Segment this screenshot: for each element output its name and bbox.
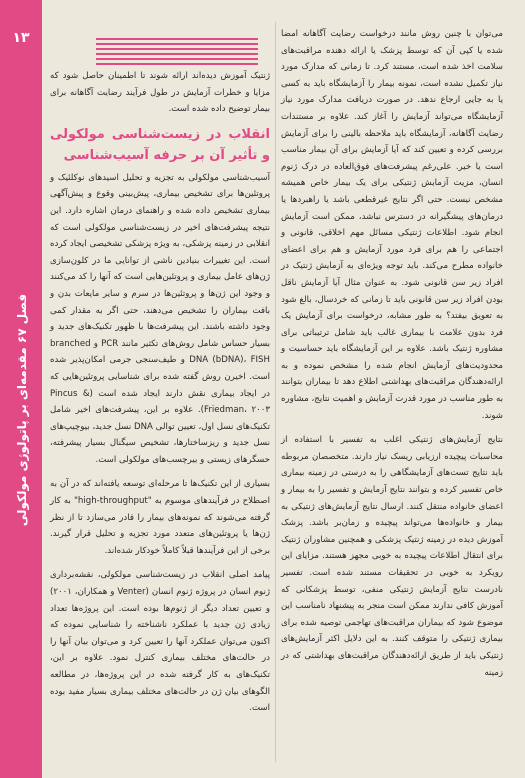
column-divider (275, 22, 276, 762)
intro-paragraph: ژنتیک آموزش دیده‌اند ارائه شوند تا اطمینان حاصل شود که مزایا و خطرات آزمایش در طول فرآیند رضایت آگاهانه برای بیمار توضیح داده شده است. (50, 71, 270, 115)
header-stripes (96, 38, 258, 68)
paragraph: آسیب‌شناسی مولکولی به تجزیه و تحلیل اسیدهای نوکلئیک و پروتئین‌ها برای تشخیص بیماری، پیش‌بینی وقوع و پیش‌آگهی بیماری تشخیص داده شده و راهنمای درمان اشاره دارد. این نتیجه پیشرفت‌های اخیر در زیست‌شناسی مولکولی است که انقلابی در زمینه پزشکی، به ویژه پزشکی تشخیصی ایجاد کرده است. این تغییرات بنیادین ناشی از توانایی ما در کلون‌سازی ژن‌های عامل بیماری و پروتئین‌هایی است که آنها را کد می‌کنند و وجود این ژن‌ها و پروتئین‌ها در سرم و سایر مایعات بدن و بافت بیماران را تشخیص می‌دهند، حتی اگر به مقدار کمی وجود داشته باشند. این پیشرفت‌ها با ظهور تکنیک‌های جدید و بسیار حساس شامل روش‌های تکثیر مانند PCR و branched DNA (bDNA)، FISH و طیف‌سنجی جرمی امکان‌پذیر شده است. اخیرن روش گفته شده برای شناسایی پروتئین‌هایی که در ایجاد بیماری نقش دارند ایجاد شده است (Pincus & Friedman، ۲۰۰۳). علاوه بر این، پیشرفت‌های اخیر شامل تکنیک‌های نسل اول، تعیین توالی DNA نسل جدید، بیوچیپ‌های نسل جدید و ریزساختارها، تشخیص سیگنال بسیار پیشرفته، حسگرهای زیستی و بیرچسب‌های مولکولی است. (50, 172, 270, 465)
left-column (50, 68, 270, 717)
section-title: انقلاب در زیست‌شناسی مولکولی و تأثیر آن بر حرفه آسیب‌شناسی (50, 126, 270, 163)
chapter-label: فصل ۶۷ مقدمه‌ای بر پاتولوژی مولکولی (15, 293, 29, 527)
right-column (281, 26, 503, 681)
page-number: ۱۳ (12, 30, 30, 46)
chapter-label-vertical (10, 170, 34, 650)
paragraph: بسیاری از این تکنیک‌ها تا مرحله‌ای توسعه یافته‌اند که در آن به اصطلاح در فرآیندهای موسوم به "high-throughput" به کار گرفته می‌شوند که نمونه‌های بیمار را قادر می‌سازد تا از نظر ژن‌ها یا پروتئین‌های متعدد مورد تجزیه و تحلیل قرار گیرند. برخی از این فرآیندها قبلاً کاملاً خودکار شده‌اند. (50, 479, 270, 556)
chapter-sidebar (0, 0, 42, 778)
paragraph: پیامد اصلی انقلاب در زیست‌شناسی مولکولی، نقشه‌برداری ژنوم انسان در پروژه ژنوم انسان (Venter و همکاران، ۲۰۰۱) و تعیین تعداد دیگر از ژنوم‌ها بوده است. این پروژه‌ها تعداد زیادی ژن جدید با عملکرد ناشناخته را شناسایی نموده که اکنون می‌توان عملکرد آنها را تعیین کرد و می‌توان بیان آنها را در حالت‌های مختلف بیماری کنترل نمود. علاوه بر این، تکنیک‌های به کار گرفته شده در این پروژه‌ها، در مطالعه الگوهای بیان ژن در حالت‌های مختلف بیماری بسیار مفید بوده است. (50, 570, 270, 714)
paragraph: می‌توان با چنین روش مانند درخواست رضایت آگاهانه امضا شده یا کپی آن که توسط پزشک یا ارائه دهنده مراقبت‌های سلامت اخذ شده است، مستند کرد. تا زمانی که مدارک مورد نیاز تکمیل نشده است، نمونه بیمار را آزمایشگاه باید به کسی یا به جایی ارجاع ندهد. در صورت دریافت مدارک مورد نیاز آزمایشگاه می‌تواند آزمایش را آغاز کند. علاوه بر مستندات رضایت آگاهانه، آزمایشگاه باید ملاحظه بالینی را برای آزمایش بررسی کرده و تعیین کند که آیا آزمایش برای آن بیمار مناسب است یا خیر. علی‌رغم پیشرفت‌های فوق‌العاده در درک ژنوم انسان، مزیت آزمایش ژنتیکی برای یک بیمار خاص همیشه مشخص نیست. حتی اگر نتایج غیرقطعی باشد یا راهبردها یا درمان‌های پیشگیرانه در دسترس نباشد، ممکن است آزمایش انجام شود. اطلاعات ژنتیکی مسائل مهم اخلاقی، قانونی و اجتماعی را هم برای فرد مورد آزمایش و هم برای اعضای خانواده مطرح می‌کند. باید توجه ویژه‌ای به آزمایش ژنتیک در افراد زیر سن قانونی شود. به عنوان مثال آیا آزمایش ناقل بودن افراد زیر سن قانونی باید تا زمانی که خردسال، بالغ شود به تعویق بیفتد؟ به طور مشابه، درخواست برای آزمایش یک فرد بدون علامت با بیماری غالب باید شامل ترتیباتی برای مشاوره ژنتیک باشد. علاوه بر این آزمایشگاه باید حساسیت و محدودیت‌های آزمایش انجام شده را مشخص نموده و به ارائه‌دهندگان مراقبت‌های بهداشتی اطلاع دهد تا بیماران بتوانند به طور مناسب در مورد قدرت آزمایش و اهمیت نتایج، مشاوره شوند. (281, 29, 503, 421)
paragraph: نتایج آزمایش‌های ژنتیکی اغلب به تفسیر با استفاده از محاسبات پیچیده ارزیابی ریسک نیاز دارند. متخصصان مربوطه باید نتایج تست‌های آزمایشگاهی را به درستی در زمینه بیماری خاص تفسیر کرده و بتوانند نتایج آزمایش و تفسیر را به بیمار و اعضای خانواده منتقل کنند. ارسال نتایج آزمایش‌های ژنتیکی به بیمار و خانواده‌ها می‌تواند پیچیده و زمان‌بر باشد. پزشک آموزش دیده در زمینه ژنتیک پزشکی و همچنین مشاوران ژنتیک برای انتقال اطلاعات پیچیده به خوبی مجهز هستند. مزایای این رویکرد به خوبی در تحقیقات مستند شده است. تفسیر نادرست نتایج آزمایش ژنتیکی منفی، توسط پزشکانی که آموزش کافی ندارند ممکن است منجر به پیشنهاد نامناسب این موضوع شود که بیماران مراقبت‌های تهاجمی توصیه شده برای بیماری ژنتیکی را متوقف کنند. به این دلایل اکثر آزمایش‌های ژنتیکی باید از طریق ارائه‌دهندگان مراقبت‌های بهداشتی که در زمینه (281, 435, 503, 678)
